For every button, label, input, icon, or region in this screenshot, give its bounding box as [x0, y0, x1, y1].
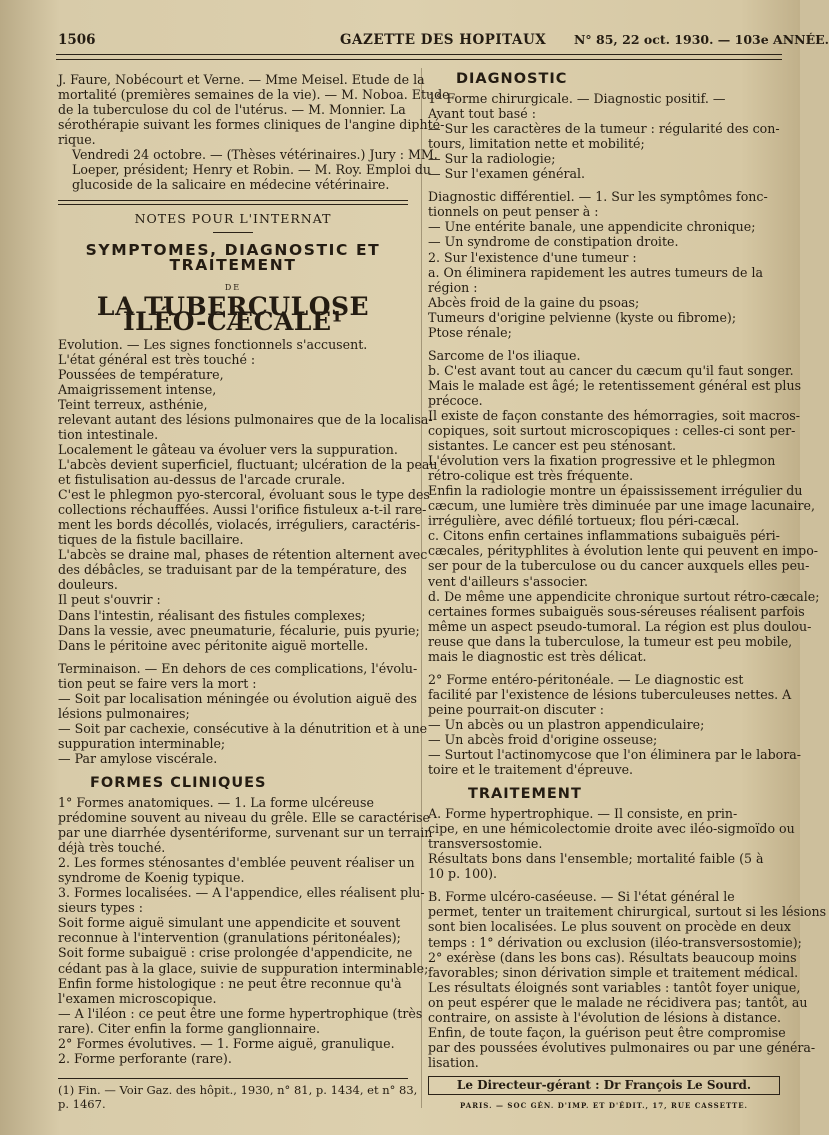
text-line: — Un abcès ou un plastron appendiculaire;: [428, 716, 705, 732]
left-column: [58, 72, 450, 1111]
evolution-section: [58, 336, 438, 653]
text-line: 1° Forme chirurgicale. — Diagnostic positif. —: [428, 91, 726, 107]
text-line: 1° Formes anatomiques. — 1. La forme ulcéreuse: [58, 795, 374, 811]
header-rule-thin: [56, 59, 782, 60]
text-line: rique.: [58, 132, 96, 148]
text-line: Dans l'intestin, réalisant des fistules complexes;: [58, 607, 366, 623]
text-line: par des poussées évolutives pulmonaires ou par une généra-: [428, 1039, 816, 1055]
text-line: Amaigrissement intense,: [58, 381, 217, 397]
text-line: Terminaison. — En dehors de ces complications, l'évolu-: [58, 660, 418, 676]
text-line: — A l'iléon : ce peut être une forme hypertrophique (très: [58, 1005, 423, 1021]
text-line: et fistulisation au-dessus de l'arcade crurale.: [58, 472, 346, 488]
text-line: peine pourrait-on discuter :: [428, 701, 604, 717]
text-line: mais le diagnostic est très délicat.: [428, 648, 647, 664]
page-number: 1506: [58, 32, 96, 48]
text-line: Enfin forme histologique : ne peut être reconnue qu'à: [58, 975, 402, 991]
text-line: — Un syndrome de constipation droite.: [428, 234, 679, 250]
text-line: Localement le gâteau va évoluer vers la suppuration.: [58, 441, 398, 457]
text-line: Soit forme aiguë simulant une appendicite et souvent: [58, 915, 401, 931]
diagnostic-differentiel: [428, 189, 780, 339]
text-line: A. Forme hypertrophique. — Il consiste, en prin-: [428, 806, 738, 822]
text-line: contraire, on assiste à l'évolution de lésions à distance.: [428, 1009, 781, 1025]
text-line: même un aspect pseudo-tumoral. La région est plus doulou-: [428, 618, 812, 634]
text-line: de la tuberculose du col de l'utérus. — M. Monnier. La: [58, 102, 406, 118]
text-line: — Par amylose viscérale.: [58, 750, 218, 766]
text-line: — Une entérite banale, une appendicite chronique;: [428, 219, 756, 235]
text-line: irrégulière, avec défilé tortueux; flou péri-cæcal.: [428, 513, 740, 529]
sarcome-section: [428, 347, 820, 664]
text-line: collections réchauffées. Aussi l'orifice fistuleux a-t-il rare-: [58, 502, 427, 518]
text-line: Sarcome de l'os iliaque.: [428, 347, 581, 363]
text-line: Enfin la radiologie montre un épaississement irrégulier du: [428, 483, 803, 499]
text-line: L'évolution vers la fixation progressive et le phlegmon: [428, 453, 776, 469]
text-line: Poussées de température,: [58, 366, 224, 382]
text-line: relevant autant des lésions pulmonaires que de la localisa-: [58, 411, 433, 427]
text-line: c. Citons enfin certaines inflammations subaiguës péri-: [428, 528, 780, 544]
text-line: permet, tenter un traitement chirurgical, surtout si les lésions: [428, 904, 827, 920]
text-line: glucoside de la salicaire en médecine vétérinaire.: [72, 177, 390, 193]
text-line: C'est le phlegmon pyo-stercoral, évoluant sous le type des: [58, 487, 430, 503]
entero-peritoneale-section: [428, 671, 802, 778]
text-line: suppuration interminable;: [58, 735, 226, 751]
diagnostic-heading: DIAGNOSTIC: [456, 71, 568, 87]
text-line: L'abcès se draine mal, phases de rétention alternent avec: [58, 547, 428, 563]
text-line: certaines formes subaiguës sous-séreuses réalisent parfois: [428, 603, 805, 619]
text-line: Abcès froid de la gaine du psoas;: [428, 294, 640, 310]
text-line: Ptose rénale;: [428, 324, 512, 340]
right-column: [428, 71, 827, 1113]
text-line: sieurs types :: [58, 900, 143, 916]
traitement-b: [428, 889, 827, 1070]
header-rule: [56, 54, 782, 55]
text-line: ment les bords décollés, violacés, irréguliers, caractéris-: [58, 517, 421, 533]
text-line: toire et le traitement d'épreuve.: [428, 762, 634, 778]
text-line: douleurs.: [58, 577, 118, 593]
text-line: cipe, en une hémicolectomie droite avec iléo-sigmoïdo ou: [428, 821, 795, 837]
text-line: d. De même une appendicite chronique surtout rétro-cæcale;: [428, 588, 820, 604]
text-line: Les résultats éloignés sont variables : tantôt foyer unique,: [428, 979, 801, 995]
text-line: L'état général est très touché :: [58, 351, 256, 367]
text-line: — Sur la radiologie;: [428, 151, 556, 167]
text-line: Soit forme subaiguë : crise prolongée d'appendicite, ne: [58, 945, 413, 961]
text-line: on peut espérer que le malade ne récidivera pas; tantôt, au: [428, 994, 808, 1010]
text-line: tiques de la fistule bacillaire.: [58, 532, 244, 548]
diagnostic-positif: [428, 91, 780, 181]
text-line: facilité par l'existence de lésions tuberculeuses nettes. A: [428, 686, 792, 702]
text-line: p. 1467.: [58, 1096, 106, 1111]
text-line: — Surtout l'actinomycose que l'on éliminera par le labora-: [428, 747, 802, 763]
text-line: — Un abcès froid d'origine osseuse;: [428, 731, 658, 747]
issue-info: N° 85, 22 oct. 1930. — 103e ANNÉE.: [574, 32, 829, 47]
text-line: copiques, soit surtout microscopiques : celles-ci sont per-: [428, 423, 796, 439]
intro-paragraph: [58, 72, 450, 148]
text-line: Loeper, président; Henry et Robin. — M. Roy. Emploi du: [72, 162, 432, 178]
text-line: 2° Formes évolutives. — 1. Forme aiguë, granulique.: [58, 1035, 395, 1051]
text-line: rétro-colique est très fréquente.: [428, 468, 634, 484]
text-line: par une diarrhée dysentériforme, survenant sur un terrain: [58, 825, 433, 841]
text-line: temps : 1° dérivation ou exclusion (iléo-transversostomie);: [428, 934, 802, 950]
traitement-a: [428, 806, 795, 882]
terminaison-section: [58, 660, 428, 766]
text-line: a. On éliminera rapidement les autres tumeurs de la: [428, 264, 764, 280]
text-line: région :: [428, 279, 478, 295]
text-line: reuse que dans la tuberculose, la tumeur est peu mobile,: [428, 633, 793, 649]
footnote: [58, 1082, 418, 1111]
text-line: 2. Forme perforante (rare).: [58, 1050, 232, 1066]
text-line: Tumeurs d'origine pelvienne (kyste ou fibrome);: [428, 309, 737, 325]
formes-heading: FORMES CLINIQUES: [90, 774, 267, 791]
article-title-line1: SYMPTOMES, DIAGNOSTIC ET TRAITEMENT: [85, 241, 381, 275]
text-line: Diagnostic différentiel. — 1. Sur les symptômes fonc-: [428, 189, 768, 205]
column-divider: [421, 68, 422, 1108]
text-line: des débâcles, se traduisant par de la température, des: [58, 562, 407, 578]
notes-heading: NOTES POUR L'INTERNAT: [134, 211, 332, 227]
text-line: Avant tout basé :: [428, 106, 536, 122]
text-line: b. C'est avant tout au cancer du cæcum qu'il faut songer.: [428, 362, 794, 378]
text-line: ser pour de la tuberculose ou du cancer auxquels elles peu-: [428, 558, 810, 574]
text-line: Evolution. — Les signes fonctionnels s'accusent.: [58, 336, 368, 352]
formes-section: [58, 795, 433, 1066]
text-line: Mais le malade est âgé; le retentissement général est plus: [428, 377, 802, 393]
text-line: 2. Les formes sténosantes d'emblée peuvent réaliser un: [58, 855, 415, 871]
journal-title: GAZETTE DES HOPITAUX: [340, 32, 547, 48]
text-line: précoce.: [428, 392, 483, 408]
text-line: l'examen microscopique.: [58, 990, 217, 1006]
text-line: Dans la vessie, avec pneumaturie, fécalurie, puis pyurie;: [58, 622, 420, 638]
text-line: Résultats bons dans l'ensemble; mortalité faible (5 à: [428, 851, 764, 867]
text-line: J. Faure, Nobécourt et Verne. — Mme Meisel. Etude de la: [58, 72, 425, 87]
text-line: transversostomie.: [428, 836, 543, 852]
text-line: Dans le péritoine avec péritonite aiguë mortelle.: [58, 637, 369, 653]
text-line: cæcales, pérityphlites à évolution lente qui peuvent en impo-: [428, 543, 819, 559]
text-line: Enfin, de toute façon, la guérison peut être compromise: [428, 1024, 786, 1040]
text-line: syndrome de Koenig typique.: [58, 870, 245, 886]
text-line: tours, limitation nette et mobilité;: [428, 136, 645, 152]
text-line: tion peut se faire vers la mort :: [58, 675, 257, 691]
article-title-line2: LA TUBERCULOSE ILÉO-CÆCALE¹: [96, 291, 370, 336]
text-line: tionnels on peut penser à :: [428, 204, 599, 220]
text-line: cæcum, une lumière très diminuée par une image lacunaire,: [428, 498, 815, 514]
text-line: L'abcès devient superficiel, fluctuant; ulcération de la peau: [58, 457, 438, 473]
text-line: — Sur l'examen général.: [428, 166, 586, 182]
text-line: Il existe de façon constante des hémorragies, soit macros-: [428, 407, 801, 423]
article-title-de: DE: [224, 282, 242, 292]
text-line: prédomine souvent au niveau du grêle. Elle se caractérise: [58, 810, 431, 826]
text-line: favorables; sinon dérivation simple et traitement médical.: [428, 964, 799, 980]
text-line: tion intestinale.: [58, 426, 159, 442]
text-line: — Sur les caractères de la tumeur : régularité des con-: [428, 121, 780, 137]
traitement-heading: TRAITEMENT: [468, 786, 582, 803]
text-line: 2° Forme entéro-péritonéale. — Le diagnostic est: [428, 671, 744, 687]
text-line: 2. Sur l'existence d'une tumeur :: [428, 249, 637, 265]
text-line: Vendredi 24 octobre. — (Thèses vétérinaires.) Jury : MM.: [72, 147, 438, 163]
text-line: cédant pas à la glace, suivie de suppuration interminable;: [58, 960, 429, 976]
text-line: déjà très touché.: [58, 840, 166, 856]
text-line: 10 p. 100).: [428, 866, 498, 882]
text-line: sérothérapie suivant les formes cliniques de l'angine diphté-: [58, 117, 445, 133]
text-line: (1) Fin. — Voir Gaz. des hôpit., 1930, n° 81, p. 1434, et n° 83,: [58, 1082, 418, 1097]
vendredi-paragraph: [58, 147, 438, 193]
text-line: — Soit par cachexie, consécutive à la dénutrition et à une: [58, 720, 428, 736]
text-line: 3. Formes localisées. — A l'appendice, elles réalisent plu-: [58, 885, 425, 901]
text-line: — Soit par localisation méningée ou évolution aiguë des: [58, 690, 418, 706]
text-line: lésions pulmonaires;: [58, 705, 190, 721]
short-rule: [213, 232, 253, 233]
text-line: sont bien localisées. Le plus souvent on procède en deux: [428, 919, 792, 935]
imprint-line: PARIS. — SOC GÉN. D'IMP. ET D'ÉDIT., 17, RUE CASSETTE.: [460, 1101, 748, 1110]
text-line: Il peut s'ouvrir :: [58, 592, 161, 608]
text-line: Teint terreux, asthénie,: [58, 396, 208, 412]
text-line: lisation.: [428, 1054, 479, 1070]
signature-box: Le Directeur-gérant : Dr François Le Sourd.: [428, 1076, 780, 1095]
text-line: sistantes. Le cancer est peu sténosant.: [428, 438, 677, 454]
text-line: 2° exérèse (dans les bons cas). Résultats beaucoup moins: [428, 949, 797, 965]
section-rule: [58, 200, 408, 205]
footnote-rule: [58, 1078, 408, 1079]
text-line: B. Forme ulcéro-caséeuse. — Si l'état général le: [428, 889, 735, 905]
text-line: vent d'ailleurs s'associer.: [428, 573, 589, 589]
text-line: mortalité (premières semaines de la vie). — M. Noboa. Etude: [58, 87, 450, 103]
text-line: reconnue à l'intervention (granulations péritonéales);: [58, 930, 401, 946]
text-line: rare). Citer enfin la forme ganglionnaire.: [58, 1020, 321, 1036]
